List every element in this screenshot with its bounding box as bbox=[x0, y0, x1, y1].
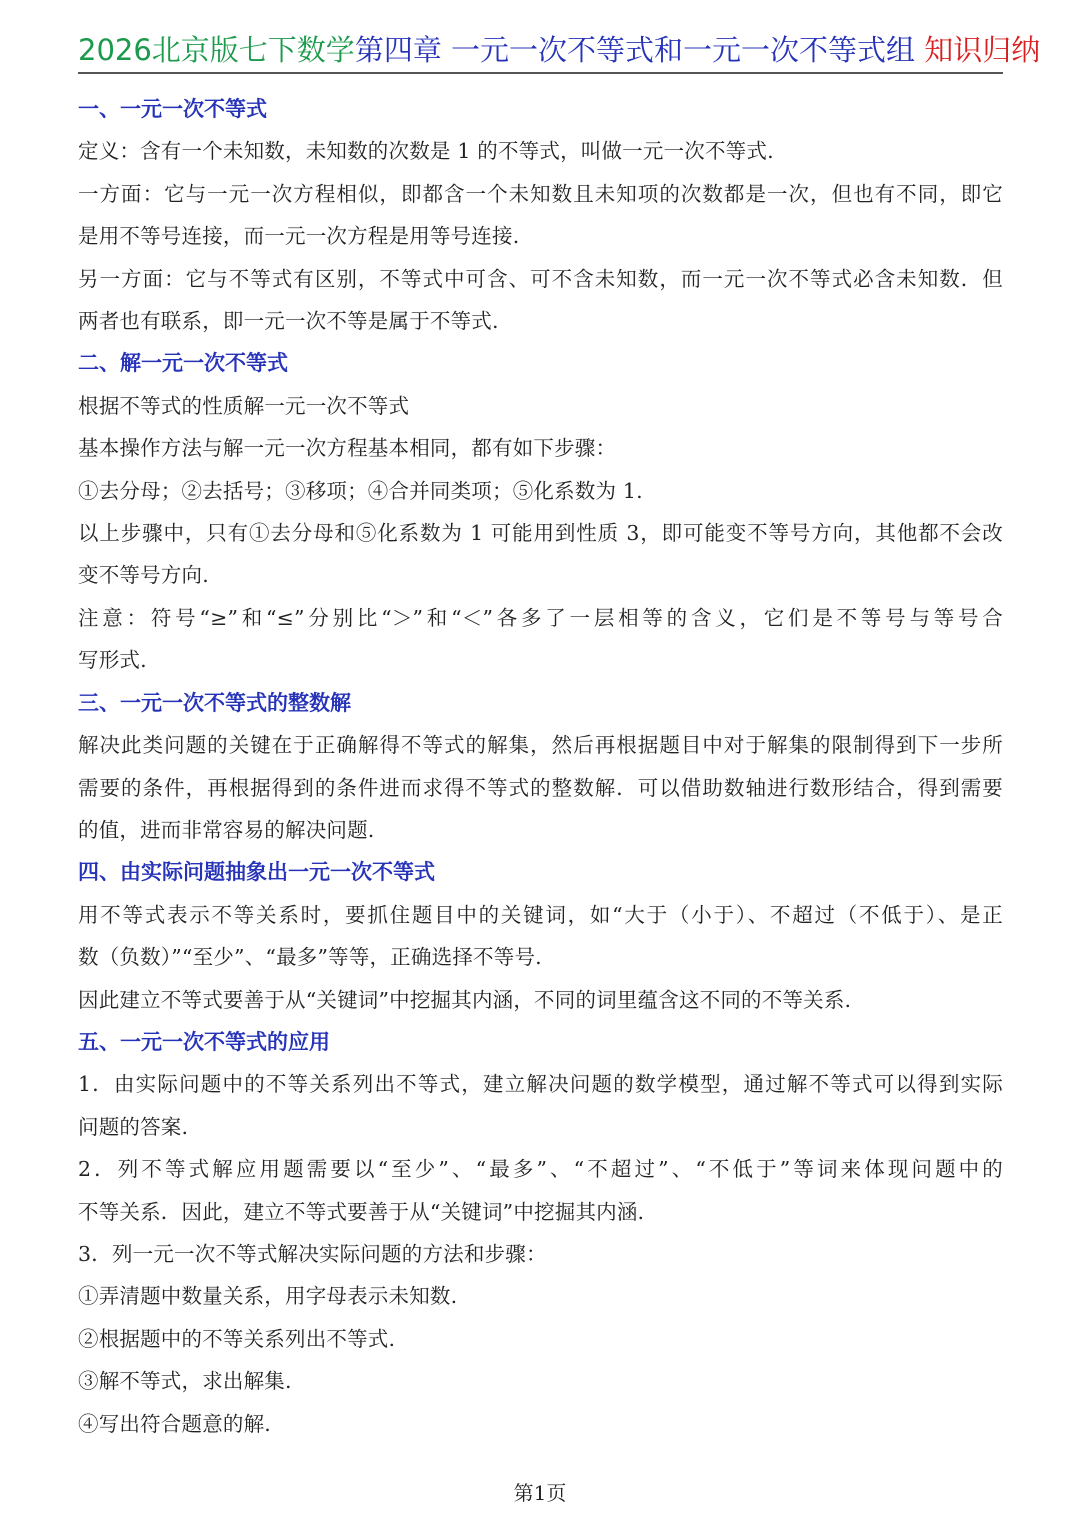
section-heading: 四、由实际问题抽象出一元一次不等式 bbox=[78, 860, 435, 885]
paragraph-line: 两者也有联系，即一元一次不等是属于不等式. bbox=[78, 309, 499, 334]
paragraph-line: 以上步骤中，只有①去分母和⑤化系数为 1 可能用到性质 3，即可能变不等号方向，其他都不会改 bbox=[78, 521, 1003, 546]
paragraph-line: 变不等号方向. bbox=[78, 563, 209, 588]
paragraph-line: 定义：含有一个未知数，未知数的次数是 1 的不等式，叫做一元一次不等式. bbox=[78, 139, 774, 164]
paragraph-line: 数（负数）”“至少”、“最多”等等，正确选择不等号. bbox=[78, 945, 542, 970]
section-heading: 三、一元一次不等式的整数解 bbox=[78, 690, 351, 715]
paragraph-line: ③解不等式，求出解集. bbox=[78, 1369, 292, 1394]
section-heading: 一、一元一次不等式 bbox=[78, 97, 267, 121]
paragraph-line: 问题的答案. bbox=[78, 1114, 189, 1139]
page-number: 第1页 bbox=[513, 1481, 567, 1505]
paragraph-line: 需要的条件，再根据得到的条件进而求得不等式的整数解．可以借助数轴进行数形结合，得到需要 bbox=[78, 775, 1003, 800]
paragraph-line: 根据不等式的性质解一元一次不等式 bbox=[78, 393, 410, 418]
paragraph-line: 基本操作方法与解一元一次方程基本相同，都有如下步骤： bbox=[78, 436, 617, 461]
paragraph-line: 注意：符号“≥”和“≤”分别比“＞”和“＜”各多了一层相等的含义，它们是不等号与等号合 bbox=[78, 605, 1003, 630]
paragraph-line: 写形式. bbox=[78, 648, 147, 673]
paragraph-line: 一方面：它与一元一次方程相似，即都含一个未知数且未知项的次数都是一次，但也有不同，即它 bbox=[78, 181, 1003, 206]
paragraph-line: 的值，进而非常容易的解决问题. bbox=[78, 817, 375, 842]
paragraph-line: 因此建立不等式要善于从“关键词”中挖掘其内涵，不同的词里蕴含这不同的不等关系. bbox=[78, 987, 852, 1012]
paragraph-line: ①去分母；②去括号；③移项；④合并同类项；⑤化系数为 1. bbox=[78, 478, 643, 503]
paragraph-line: 用不等式表示不等关系时，要抓住题目中的关键词，如“大于（小于）、不超过（不低于）、是正 bbox=[78, 902, 1003, 927]
paragraph-line: ②根据题中的不等关系列出不等式. bbox=[78, 1326, 396, 1351]
paragraph-line: 另一方面：它与不等式有区别，不等式中可含、可不含未知数，而一元一次不等式必含未知数．但 bbox=[78, 266, 1003, 291]
title-chapter: 第四章 一元一次不等式和一元一次不等式组 bbox=[354, 33, 916, 67]
paragraph-line: ④写出符合题意的解. bbox=[78, 1411, 272, 1436]
section-heading: 二、解一元一次不等式 bbox=[78, 351, 288, 376]
paragraph-line: ①弄清题中数量关系，用字母表示未知数. bbox=[78, 1284, 458, 1309]
document-title bbox=[78, 28, 1041, 72]
document-body bbox=[78, 88, 1003, 1445]
paragraph-line: 3．列一元一次不等式解决实际问题的方法和步骤： bbox=[78, 1241, 547, 1266]
paragraph-line: 不等关系．因此，建立不等式要善于从“关键词”中挖掘其内涵. bbox=[78, 1199, 645, 1224]
paragraph-line: 1．由实际问题中的不等关系列出不等式，建立解决问题的数学模型，通过解不等式可以得到实际 bbox=[78, 1072, 1003, 1097]
paragraph-line: 解决此类问题的关键在于正确解得不等式的解集，然后再根据题目中对于解集的限制得到下一步所 bbox=[78, 733, 1003, 758]
title-tag: 知识归纳 bbox=[924, 33, 1041, 67]
paragraph-line: 2．列不等式解应用题需要以“至少”、“最多”、“不超过”、“不低于”等词来体现问题中的 bbox=[78, 1157, 1003, 1182]
title-underline bbox=[78, 72, 1003, 74]
paragraph-line: 是用不等号连接，而一元一次方程是用等号连接. bbox=[78, 224, 520, 249]
section-heading: 五、一元一次不等式的应用 bbox=[78, 1029, 330, 1054]
title-course: 2026北京版七下数学 bbox=[78, 33, 355, 67]
